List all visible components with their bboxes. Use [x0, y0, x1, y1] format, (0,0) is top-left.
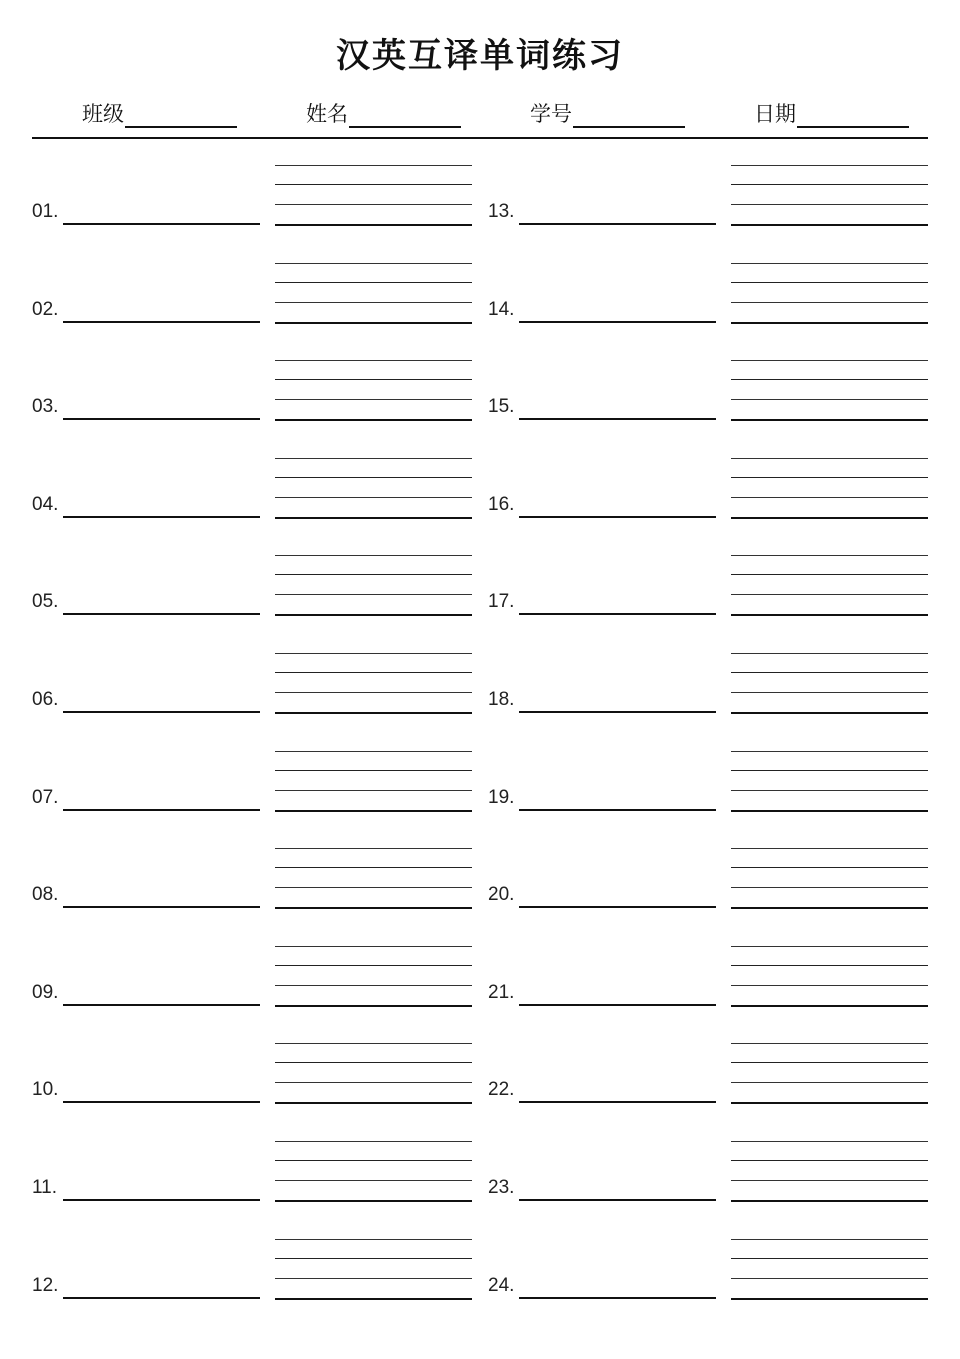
writing-line [275, 751, 472, 752]
word-blank-right[interactable] [519, 1297, 716, 1299]
item-number-right: 14. [488, 298, 515, 320]
writing-line [275, 282, 472, 283]
writing-line [731, 574, 928, 575]
item-number-right: 15. [488, 396, 515, 418]
date-label: 日期 [754, 102, 796, 126]
writing-line [275, 458, 472, 459]
word-blank-right[interactable] [519, 1004, 716, 1006]
writing-line [275, 224, 472, 226]
word-blank-right[interactable] [519, 613, 716, 615]
writing-line [275, 1082, 472, 1083]
writing-lines-right[interactable] [731, 1141, 928, 1203]
writing-lines-left[interactable] [275, 1043, 472, 1105]
writing-line [731, 224, 928, 226]
writing-line [731, 1062, 928, 1063]
writing-line [731, 1043, 928, 1044]
item-number-left: 09. [32, 981, 59, 1003]
word-blank-left[interactable] [63, 711, 260, 713]
item-number-left: 05. [32, 591, 59, 613]
word-blank-left[interactable] [63, 1199, 260, 1201]
item-number-right: 16. [488, 493, 515, 515]
writing-line [731, 379, 928, 380]
writing-line [275, 204, 472, 205]
writing-line [275, 1200, 472, 1202]
item-number-right: 23. [488, 1177, 515, 1198]
item-number-left: 01. [32, 201, 59, 222]
item-number-left: 06. [32, 689, 59, 710]
word-blank-left[interactable] [63, 321, 260, 323]
item-number-left: 12. [32, 1274, 59, 1296]
writing-line [275, 907, 472, 909]
writing-lines-left[interactable] [275, 360, 472, 422]
writing-line [275, 1160, 472, 1161]
writing-lines-right[interactable] [731, 555, 928, 617]
writing-line [731, 887, 928, 888]
exercise-row [0, 555, 960, 653]
writing-line [275, 497, 472, 498]
writing-line [275, 322, 472, 324]
item-number-left: 02. [32, 298, 59, 320]
writing-line [275, 692, 472, 693]
writing-line [275, 555, 472, 556]
writing-lines-left[interactable] [275, 263, 472, 325]
writing-line [731, 282, 928, 283]
item-number-right: 17. [488, 591, 515, 613]
exercise-row [0, 360, 960, 458]
writing-lines-right[interactable] [731, 653, 928, 715]
item-number-left: 07. [32, 786, 59, 808]
writing-line [731, 497, 928, 498]
writing-line [275, 965, 472, 966]
writing-line [275, 517, 472, 519]
writing-line [275, 1005, 472, 1007]
writing-lines-left[interactable] [275, 751, 472, 813]
writing-line [731, 302, 928, 303]
writing-lines-right[interactable] [731, 458, 928, 520]
item-number-left: 04. [32, 493, 59, 515]
writing-line [731, 1200, 928, 1202]
word-blank-left[interactable] [63, 809, 260, 811]
item-number-right: 21. [488, 981, 515, 1003]
item-number-left: 08. [32, 884, 59, 906]
writing-lines-right[interactable] [731, 848, 928, 910]
writing-lines-right[interactable] [731, 1043, 928, 1105]
writing-line [275, 360, 472, 361]
writing-line [731, 1102, 928, 1104]
word-blank-right[interactable] [519, 711, 716, 713]
word-blank-right[interactable] [519, 223, 716, 225]
writing-line [275, 712, 472, 714]
writing-line [731, 985, 928, 986]
item-number-right: 19. [488, 786, 515, 808]
writing-line [731, 263, 928, 264]
writing-line [731, 165, 928, 166]
writing-lines-left[interactable] [275, 1239, 472, 1301]
word-blank-right[interactable] [519, 516, 716, 518]
writing-line [731, 770, 928, 771]
writing-line [731, 1239, 928, 1240]
class-label: 班级 [82, 102, 124, 126]
writing-lines-left[interactable] [275, 848, 472, 910]
word-blank-left[interactable] [63, 418, 260, 420]
writing-lines-left[interactable] [275, 458, 472, 520]
writing-line [731, 810, 928, 812]
writing-line [731, 555, 928, 556]
writing-lines-left[interactable] [275, 1141, 472, 1203]
writing-line [275, 614, 472, 616]
writing-line [731, 458, 928, 459]
writing-line [731, 204, 928, 205]
writing-line [275, 1298, 472, 1300]
writing-line [275, 477, 472, 478]
item-number-left: 11. [32, 1177, 58, 1198]
writing-line [731, 672, 928, 673]
writing-line [275, 1180, 472, 1181]
writing-line [731, 1160, 928, 1161]
writing-line [275, 1062, 472, 1063]
writing-line [275, 263, 472, 264]
writing-line [275, 770, 472, 771]
writing-line [731, 751, 928, 752]
writing-line [275, 1258, 472, 1259]
item-number-right: 13. [488, 201, 515, 222]
writing-lines-left[interactable] [275, 946, 472, 1008]
writing-line [731, 517, 928, 519]
writing-line [275, 848, 472, 849]
writing-line [731, 1005, 928, 1007]
writing-line [731, 790, 928, 791]
writing-lines-right[interactable] [731, 165, 928, 227]
word-blank-left[interactable] [63, 906, 260, 908]
writing-lines-right[interactable] [731, 946, 928, 1008]
writing-line [275, 985, 472, 986]
word-blank-right[interactable] [519, 321, 716, 323]
word-blank-right[interactable] [519, 418, 716, 420]
word-blank-left[interactable] [63, 613, 260, 615]
writing-line [275, 1239, 472, 1240]
writing-line [731, 965, 928, 966]
writing-lines-right[interactable] [731, 263, 928, 325]
writing-line [731, 907, 928, 909]
exercise-row [0, 653, 960, 751]
writing-line [731, 1180, 928, 1181]
writing-line [731, 184, 928, 185]
writing-lines-right[interactable] [731, 1239, 928, 1301]
item-number-left: 10. [32, 1079, 59, 1101]
writing-line [731, 1141, 928, 1142]
word-blank-left[interactable] [63, 1297, 260, 1299]
writing-line [731, 867, 928, 868]
writing-line [275, 594, 472, 595]
writing-line [731, 477, 928, 478]
writing-line [275, 1141, 472, 1142]
writing-line [275, 1278, 472, 1279]
writing-line [275, 887, 472, 888]
writing-line [275, 672, 472, 673]
writing-lines-right[interactable] [731, 751, 928, 813]
writing-lines-left[interactable] [275, 165, 472, 227]
item-number-right: 20. [488, 884, 515, 906]
item-number-right: 24. [488, 1274, 515, 1296]
writing-line [275, 184, 472, 185]
writing-line [731, 419, 928, 421]
writing-line [275, 946, 472, 947]
exercise-row [0, 848, 960, 946]
word-blank-left[interactable] [63, 1101, 260, 1103]
writing-line [731, 692, 928, 693]
exercise-row [0, 458, 960, 556]
item-number-right: 18. [488, 689, 515, 710]
writing-line [275, 790, 472, 791]
writing-lines-right[interactable] [731, 360, 928, 422]
exercise-row [0, 165, 960, 263]
writing-line [731, 360, 928, 361]
student-id-label: 学号 [530, 102, 572, 126]
writing-lines-left[interactable] [275, 555, 472, 617]
word-blank-right[interactable] [519, 1199, 716, 1201]
writing-line [275, 574, 472, 575]
name-label: 姓名 [306, 102, 348, 126]
writing-line [275, 1102, 472, 1104]
exercise-row [0, 1043, 960, 1141]
writing-line [731, 1298, 928, 1300]
word-blank-right[interactable] [519, 809, 716, 811]
writing-line [275, 399, 472, 400]
page-title: 汉英互译单词练习 [336, 36, 624, 76]
writing-line [275, 867, 472, 868]
word-blank-left[interactable] [63, 516, 260, 518]
word-blank-right[interactable] [519, 1101, 716, 1103]
writing-line [731, 399, 928, 400]
item-number-right: 22. [488, 1079, 515, 1101]
writing-line [731, 653, 928, 654]
writing-lines-left[interactable] [275, 653, 472, 715]
writing-line [731, 848, 928, 849]
writing-line [731, 614, 928, 616]
item-number-left: 03. [32, 396, 59, 418]
writing-line [731, 1258, 928, 1259]
writing-line [731, 594, 928, 595]
writing-line [731, 322, 928, 324]
writing-line [275, 302, 472, 303]
writing-line [731, 946, 928, 947]
word-blank-left[interactable] [63, 1004, 260, 1006]
exercise-row [0, 263, 960, 361]
writing-line [731, 1082, 928, 1083]
exercise-row [0, 751, 960, 849]
exercise-row [0, 1141, 960, 1239]
writing-line [275, 419, 472, 421]
word-blank-left[interactable] [63, 223, 260, 225]
writing-line [275, 810, 472, 812]
writing-line [275, 379, 472, 380]
writing-line [275, 165, 472, 166]
writing-line [275, 1043, 472, 1044]
writing-line [731, 1278, 928, 1279]
exercise-row [0, 1239, 960, 1337]
writing-line [275, 653, 472, 654]
exercise-row [0, 946, 960, 1044]
writing-line [731, 712, 928, 714]
word-blank-right[interactable] [519, 906, 716, 908]
